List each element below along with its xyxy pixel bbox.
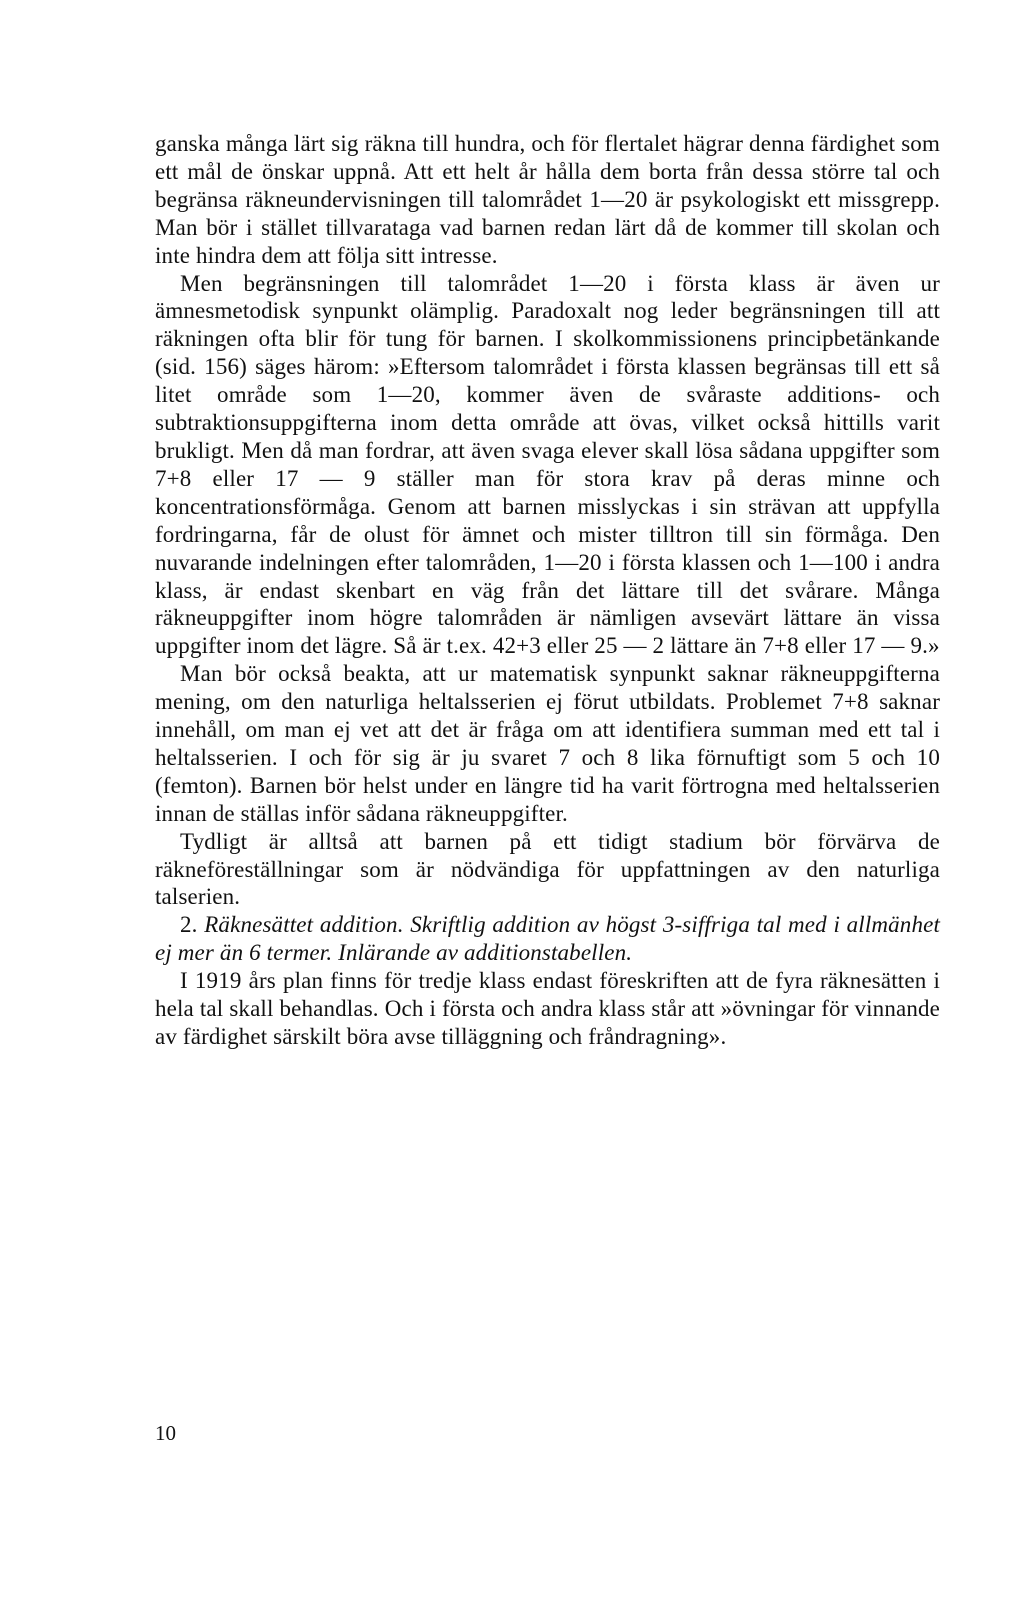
- paragraph-1919-plan: I 1919 års plan finns för tredje klass endast föreskriften att de fyra räknesätten i hela tal skall behandlas. Och i första och andra klass står att »övningar för vinnande av färdighet särskilt böra avse tilläggning och fråndragning».: [155, 968, 940, 1049]
- section-number: 2.: [180, 912, 198, 938]
- paragraph-conclusion: Tydligt är alltså att barnen på ett tidigt stadium bör förvärva de räkneföreställningar som är nödvändiga för uppfattningen av den naturliga talserien.: [155, 828, 940, 910]
- paragraph-continued: ganska många lärt sig räkna till hundra, och för flertalet hägrar denna färdighet som ett mål de önskar uppnå. Att ett helt år hålla dem borta från dessa större tal och begränsa räkneundervisningen till talområdet 1—20 är psykologiskt ett missgrepp. Man bör i stället tillvarataga vad barnen redan lärt då de kommer till skolan och inte hindra dem att följa sitt intresse.: [155, 131, 940, 268]
- paragraph-limitation: Men begränsningen till talområdet 1—20 i första klass är även ur ämnesmetodisk synpunkt olämplig. Paradoxalt nog leder begränsningen till att räkningen ofta blir för tung för barnen. I skolkommissionens principbetänkande (sid. 156) säges härom: »Eftersom talområdet i första klassen begränsas till ett så litet område som 1—20, kommer även de svåraste additions- och subtraktionsuppgifterna inom detta område att övas, vilket också hittills varit brukligt. Men då man fordrar, att även svaga elever skall lösa sådana uppgifter som 7+8 eller 17 — 9 ställer man för stora krav på deras minne och koncentrationsförmåga. Genom att barnen misslyckas i sin strävan att uppfylla fordringarna, får de olust för ämnet och mister tilltron till sin förmåga. Den nuvarande indelningen efter talområden, 1—20 i första klassen och 1—100 i andra klass, är endast skenbart en väg från det lättare till det svårare. Många räkneuppgifter inom högre talområden är nämligen avsevärt lättare än vissa uppgifter inom det lägre. Så är t.ex. 42+3 eller 25 — 2 lättare än 7+8 eller 17 — 9.»: [155, 270, 940, 659]
- page-number: 10: [155, 1421, 176, 1445]
- body-text: [155, 130, 940, 1051]
- section-title: Räknesättet addition. Skriftlig addition av högst 3-siffriga tal med i allmänhet ej mer än 6 termer. Inlärande av additionstabellen.: [155, 912, 940, 966]
- section-heading: [155, 911, 940, 967]
- paragraph-mathematical-view: Man bör också beakta, att ur matematisk synpunkt saknar räkneuppgifterna mening, om den naturliga heltalsserien ej förut utbildats. Problemet 7+8 saknar innehåll, om man ej vet att det är fråga om att identifiera summan med ett tal i heltalsserien. I och för sig är ju svaret 7 och 8 lika förnuftigt som 5 och 10 (femton). Barnen bör helst under en längre tid ha varit förtrogna med heltalsserien innan de ställas inför sådana räkneuppgifter.: [155, 661, 940, 826]
